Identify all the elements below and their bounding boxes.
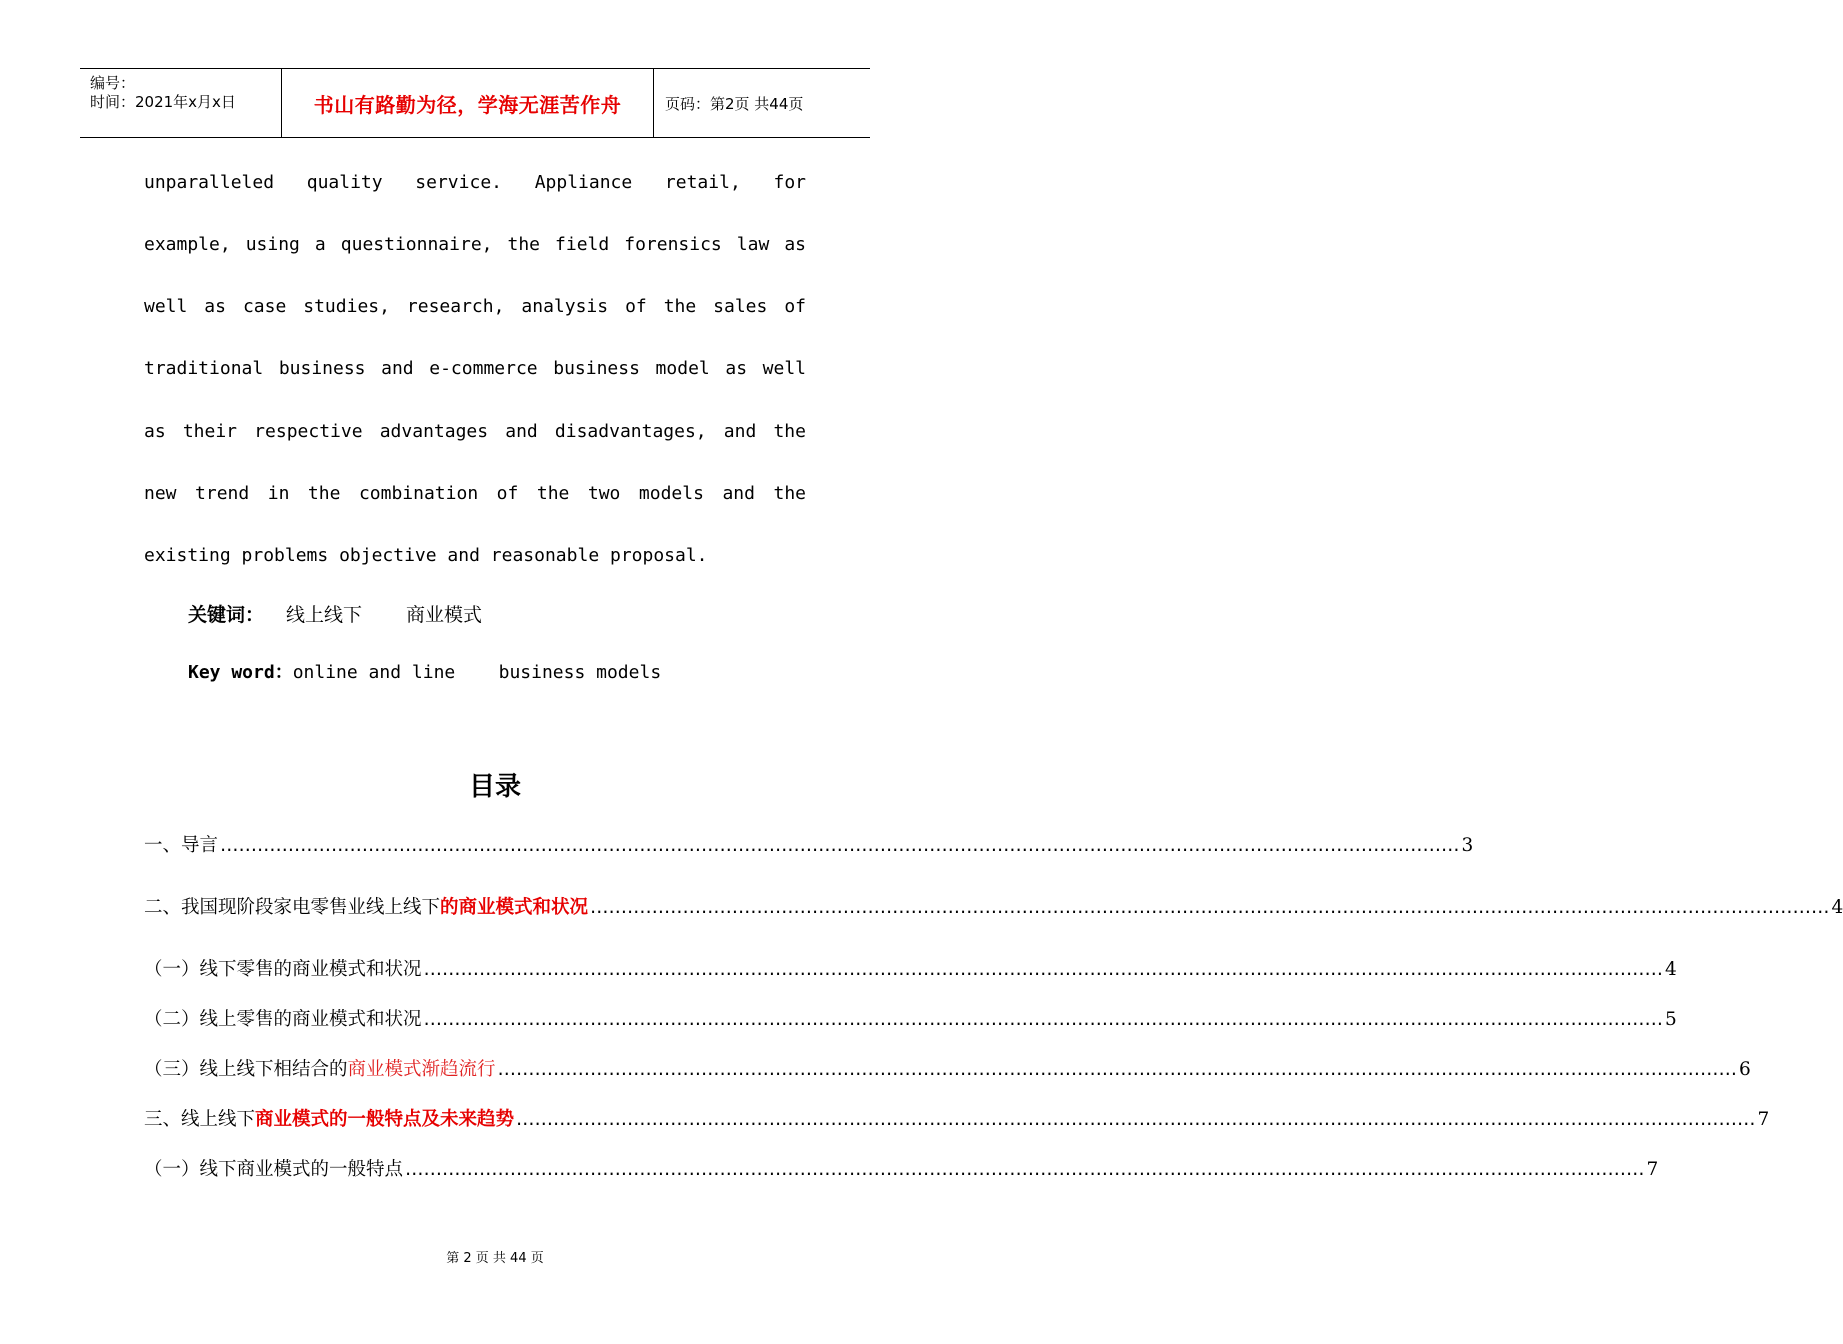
toc-entry-highlight: 的商业模式和状况 xyxy=(440,897,589,918)
toc-entry[interactable] xyxy=(144,831,1474,857)
toc-entry-text: 三、线上线下 xyxy=(144,1109,256,1130)
page-footer: 第 2 页 共 44 页 xyxy=(446,1251,544,1266)
abstract-line: unparalleled quality service. Appliance retail, for xyxy=(144,172,806,193)
abstract-line: well as case studies, research, analysis of the sales of xyxy=(144,296,806,317)
toc-page-number: 4 xyxy=(1831,897,1843,918)
abstract-line: traditional business and e-commerce business model as well xyxy=(144,358,806,379)
toc-entry-highlight: 商业模式的一般特点及未来趋势 xyxy=(255,1109,515,1130)
toc-entry-highlight: 商业模式渐趋流行 xyxy=(347,1059,496,1080)
header-page-cell xyxy=(655,69,870,137)
header-motto-cell xyxy=(282,69,654,137)
toc-leader-dots: ………………………………………………………………………………………………………………………………………………………………………………… xyxy=(516,1109,1756,1130)
toc-leader-dots: ………………………………………………………………………………………………………………………………………………………………………………… xyxy=(405,1159,1645,1180)
keywords-en-label: Key word： xyxy=(188,662,293,683)
toc-entry-text: （三）线上线下相结合的 xyxy=(144,1059,348,1080)
keywords-en-value: online and line business models xyxy=(292,662,662,683)
page-header xyxy=(80,68,870,138)
abstract-line: existing problems objective and reasonable proposal. xyxy=(144,545,708,566)
number-label: 编号： xyxy=(90,74,136,92)
toc-page-number: 3 xyxy=(1461,835,1474,856)
header-left-cell xyxy=(80,69,282,137)
toc-title: 目录 xyxy=(468,772,521,802)
motto: 书山有路勤为径，学海无涯苦作舟 xyxy=(313,92,622,117)
keywords-en xyxy=(188,658,661,684)
toc-entry-text: （一）线下商业模式的一般特点 xyxy=(144,1159,404,1180)
toc-entry-text: （二）线上零售的商业模式和状况 xyxy=(144,1009,422,1030)
toc-entry[interactable] xyxy=(144,1105,1770,1131)
toc-entry-text: 二、我国现阶段家电零售业线上线下 xyxy=(144,897,441,918)
toc-entry[interactable] xyxy=(144,1155,1659,1181)
toc-entry[interactable] xyxy=(144,955,1677,981)
toc-page-number: 5 xyxy=(1665,1009,1677,1030)
toc-leader-dots: ………………………………………………………………………………………………………………………………………………………………………………… xyxy=(220,835,1460,856)
time-label: 时间：2021年x月x日 xyxy=(90,93,236,111)
toc-leader-dots: ………………………………………………………………………………………………………………………………………………………………………………… xyxy=(590,897,1830,918)
toc-leader-dots: ………………………………………………………………………………………………………………………………………………………………………………… xyxy=(423,959,1664,980)
abstract-line: as their respective advantages and disadvantages, and the xyxy=(144,421,806,442)
keyword-1: 线上线下 xyxy=(286,604,363,626)
abstract-line: new trend in the combination of the two models and the xyxy=(144,483,806,504)
keywords-cn xyxy=(188,600,482,627)
toc-page-number: 4 xyxy=(1665,959,1677,980)
toc-leader-dots: ………………………………………………………………………………………………………………………………………………………………………………… xyxy=(423,1009,1664,1030)
toc-entry-text: 一、导言 xyxy=(144,835,219,856)
abstract-line: example, using a questionnaire, the field forensics law as xyxy=(144,234,806,255)
page-info: 页码：第2页 共44页 xyxy=(665,94,804,113)
toc-page-number: 6 xyxy=(1739,1059,1751,1080)
toc-page-number: 7 xyxy=(1646,1159,1659,1180)
toc-entry[interactable] xyxy=(144,893,1843,919)
keyword-2: 商业模式 xyxy=(406,604,483,626)
keywords-cn-label: 关键词： xyxy=(188,604,265,626)
toc-entry-text: （一）线下零售的商业模式和状况 xyxy=(144,959,422,980)
toc-entry[interactable] xyxy=(144,1005,1677,1031)
toc-page-number: 7 xyxy=(1757,1109,1770,1130)
toc-leader-dots: ………………………………………………………………………………………………………………………………………………………………………………… xyxy=(497,1059,1738,1080)
toc-entry[interactable] xyxy=(144,1055,1751,1081)
